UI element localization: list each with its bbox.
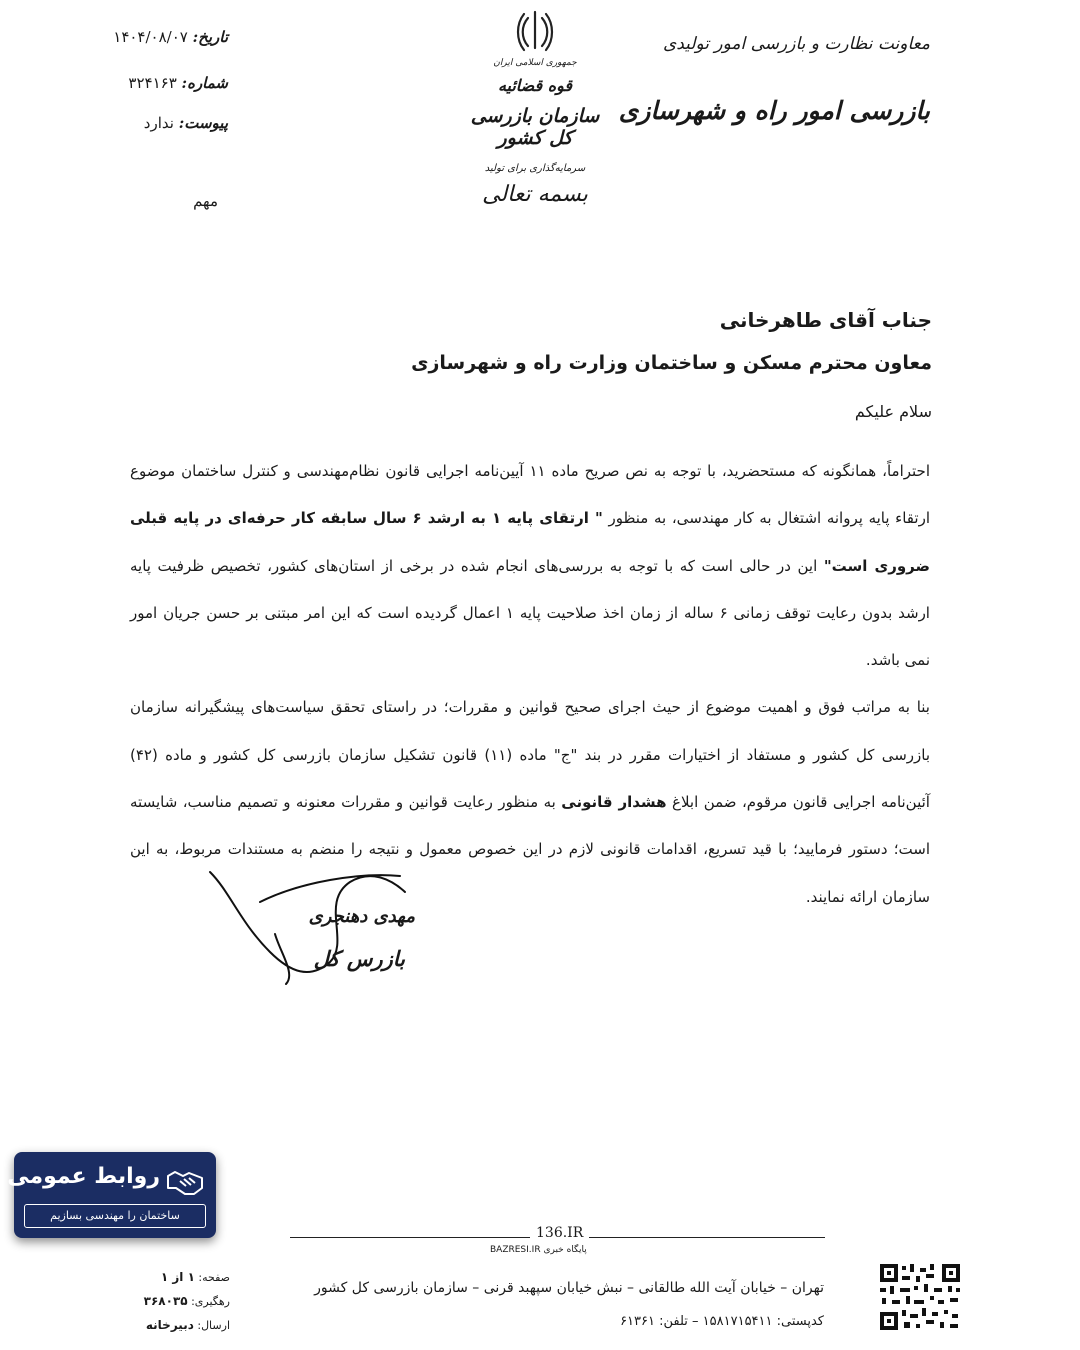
attachment-row xyxy=(144,114,228,132)
greeting: سلام علیکم xyxy=(854,402,932,421)
tracking-value: ۳۶۸۰۳۵ xyxy=(143,1294,188,1308)
qr-code-icon xyxy=(878,1262,962,1332)
attachment-value: ندارد xyxy=(143,114,174,132)
date-row xyxy=(113,28,228,46)
recipient-title: معاون محترم مسکن و ساختمان وزارت راه و شهرسازی xyxy=(411,352,932,374)
deputy-heading: معاونت نظارت و بازرسی امور تولیدی xyxy=(662,34,930,54)
date-label: تاریخ: xyxy=(192,28,228,46)
attachment-label: پیوست: xyxy=(178,114,228,132)
send-label: ارسال: xyxy=(197,1319,230,1332)
send-row xyxy=(140,1318,230,1332)
p2-bold: هشدار قانونی xyxy=(561,793,667,812)
date-value: ۱۴۰۴/۰۸/۰۷ xyxy=(113,28,188,46)
slogan-label: سرمایه‌گذاری برای تولید xyxy=(484,163,586,174)
footer-site-domain: BAZRESI.IR xyxy=(490,1245,541,1255)
signatory-name: مهدی دهنجری xyxy=(308,906,415,927)
number-label: شماره: xyxy=(181,74,228,92)
number-row xyxy=(128,74,228,92)
signature-scribble xyxy=(200,862,420,992)
tracking-label: رهگیری: xyxy=(191,1295,230,1308)
badge-title: روابط عمومی xyxy=(7,1164,160,1189)
p1-bold: " ارتقای پایه ۱ به ارشد ۶ سال سابقه کار حرفه‌ای در پایه قبلی ضروری است" xyxy=(130,509,930,575)
public-relations-badge xyxy=(7,1152,216,1238)
footer-address: تهران – خیابان آیت الله طالقانی – نبش خیابان سپهبد قرنی – سازمان بازرسی کل کشور xyxy=(314,1280,824,1296)
send-value: دبیرخانه xyxy=(145,1318,194,1332)
organization-label: سازمان بازرسی کل کشور xyxy=(470,105,600,149)
footer-site-row xyxy=(490,1245,587,1255)
judiciary-label: قوه قضائیه xyxy=(497,76,573,95)
handshake-icon xyxy=(166,1164,204,1198)
footer-site: 136.IR xyxy=(530,1225,589,1241)
page-label: صفحه: xyxy=(198,1271,230,1284)
p1-text-a: احتراماً، همانگونه که مستحضرید، با توجه به نص صریح ماده ۱۱ آیین‌نامه اجرایی قانون نظام‌مهندسی و کنترل ساختمان موضوع ارتقاء پایه پروانه اشتغال به کار مهندسی، به منظور xyxy=(130,462,930,528)
division-heading: بازرسی امور راه و شهرسازی xyxy=(618,96,930,125)
republic-label: جمهوری اسلامی ایران xyxy=(493,58,577,68)
p2-text-b: به منظور رعایت قوانین و مقررات معنونه و تصمیم مناسب، شایسته است؛ دستور فرمایید؛ با قید تسریع، اقدامات قانونی لازم در این خصوص معمول و نتیجه را منضم به مستندات مربوط، به این سازمان ارائه نمایند. xyxy=(130,793,930,906)
signatory-title: بازرس کل xyxy=(313,946,405,971)
footer-postal: کدپستی: ۱۵۸۱۷۱۵۴۱۱ – تلفن: ۶۱۳۶۱ xyxy=(620,1314,824,1329)
basmala-label: بسمه تعالی xyxy=(482,182,588,207)
number-value: ۳۲۴۱۶۳ xyxy=(128,74,177,92)
page-row xyxy=(155,1270,230,1284)
recipient-name: جناب آقای طاهرخانی xyxy=(719,308,932,332)
page-value: ۱ از ۱ xyxy=(160,1270,195,1284)
iran-emblem-icon xyxy=(515,8,555,52)
tracking-row xyxy=(138,1294,230,1308)
letter-body xyxy=(130,448,930,921)
body-paragraph-1 xyxy=(130,448,930,684)
priority-label: مهم xyxy=(193,192,218,210)
footer-site-label: پایگاه خبری xyxy=(543,1245,587,1255)
letterhead-emblem xyxy=(460,8,610,207)
p1-text-b: این در حالی است که با توجه به بررسی‌های انجام شده در برخی از استان‌های کشور، تخصیص ظرفیت پایه ارشد بدون رعایت توقف زمانی ۶ ساله از زمان اخذ صلاحیت پایه ۱ اعمال گردیده است که این امر مبتنی بر حسن جریان امور نمی باشد. xyxy=(130,556,930,670)
p2-text-a: بنا به مراتب فوق و اهمیت موضوع از حیث اجرای صحیح قوانین و مقررات؛ در راستای تحقق سیاست‌های پیشگیرانه سازمان بازرسی کل کشور و مستفاد از اختیارات مقرر در بند "ج" ماده (۱۱) قانون تشکیل سازمان بازرسی کل کشور و ماده (۴۲) آئین‌نامه اجرایی قانون مرقوم، ضمن ابلاغ xyxy=(130,698,931,812)
badge-subtitle: ساختمان را مهندسی بسازیم xyxy=(24,1204,206,1228)
